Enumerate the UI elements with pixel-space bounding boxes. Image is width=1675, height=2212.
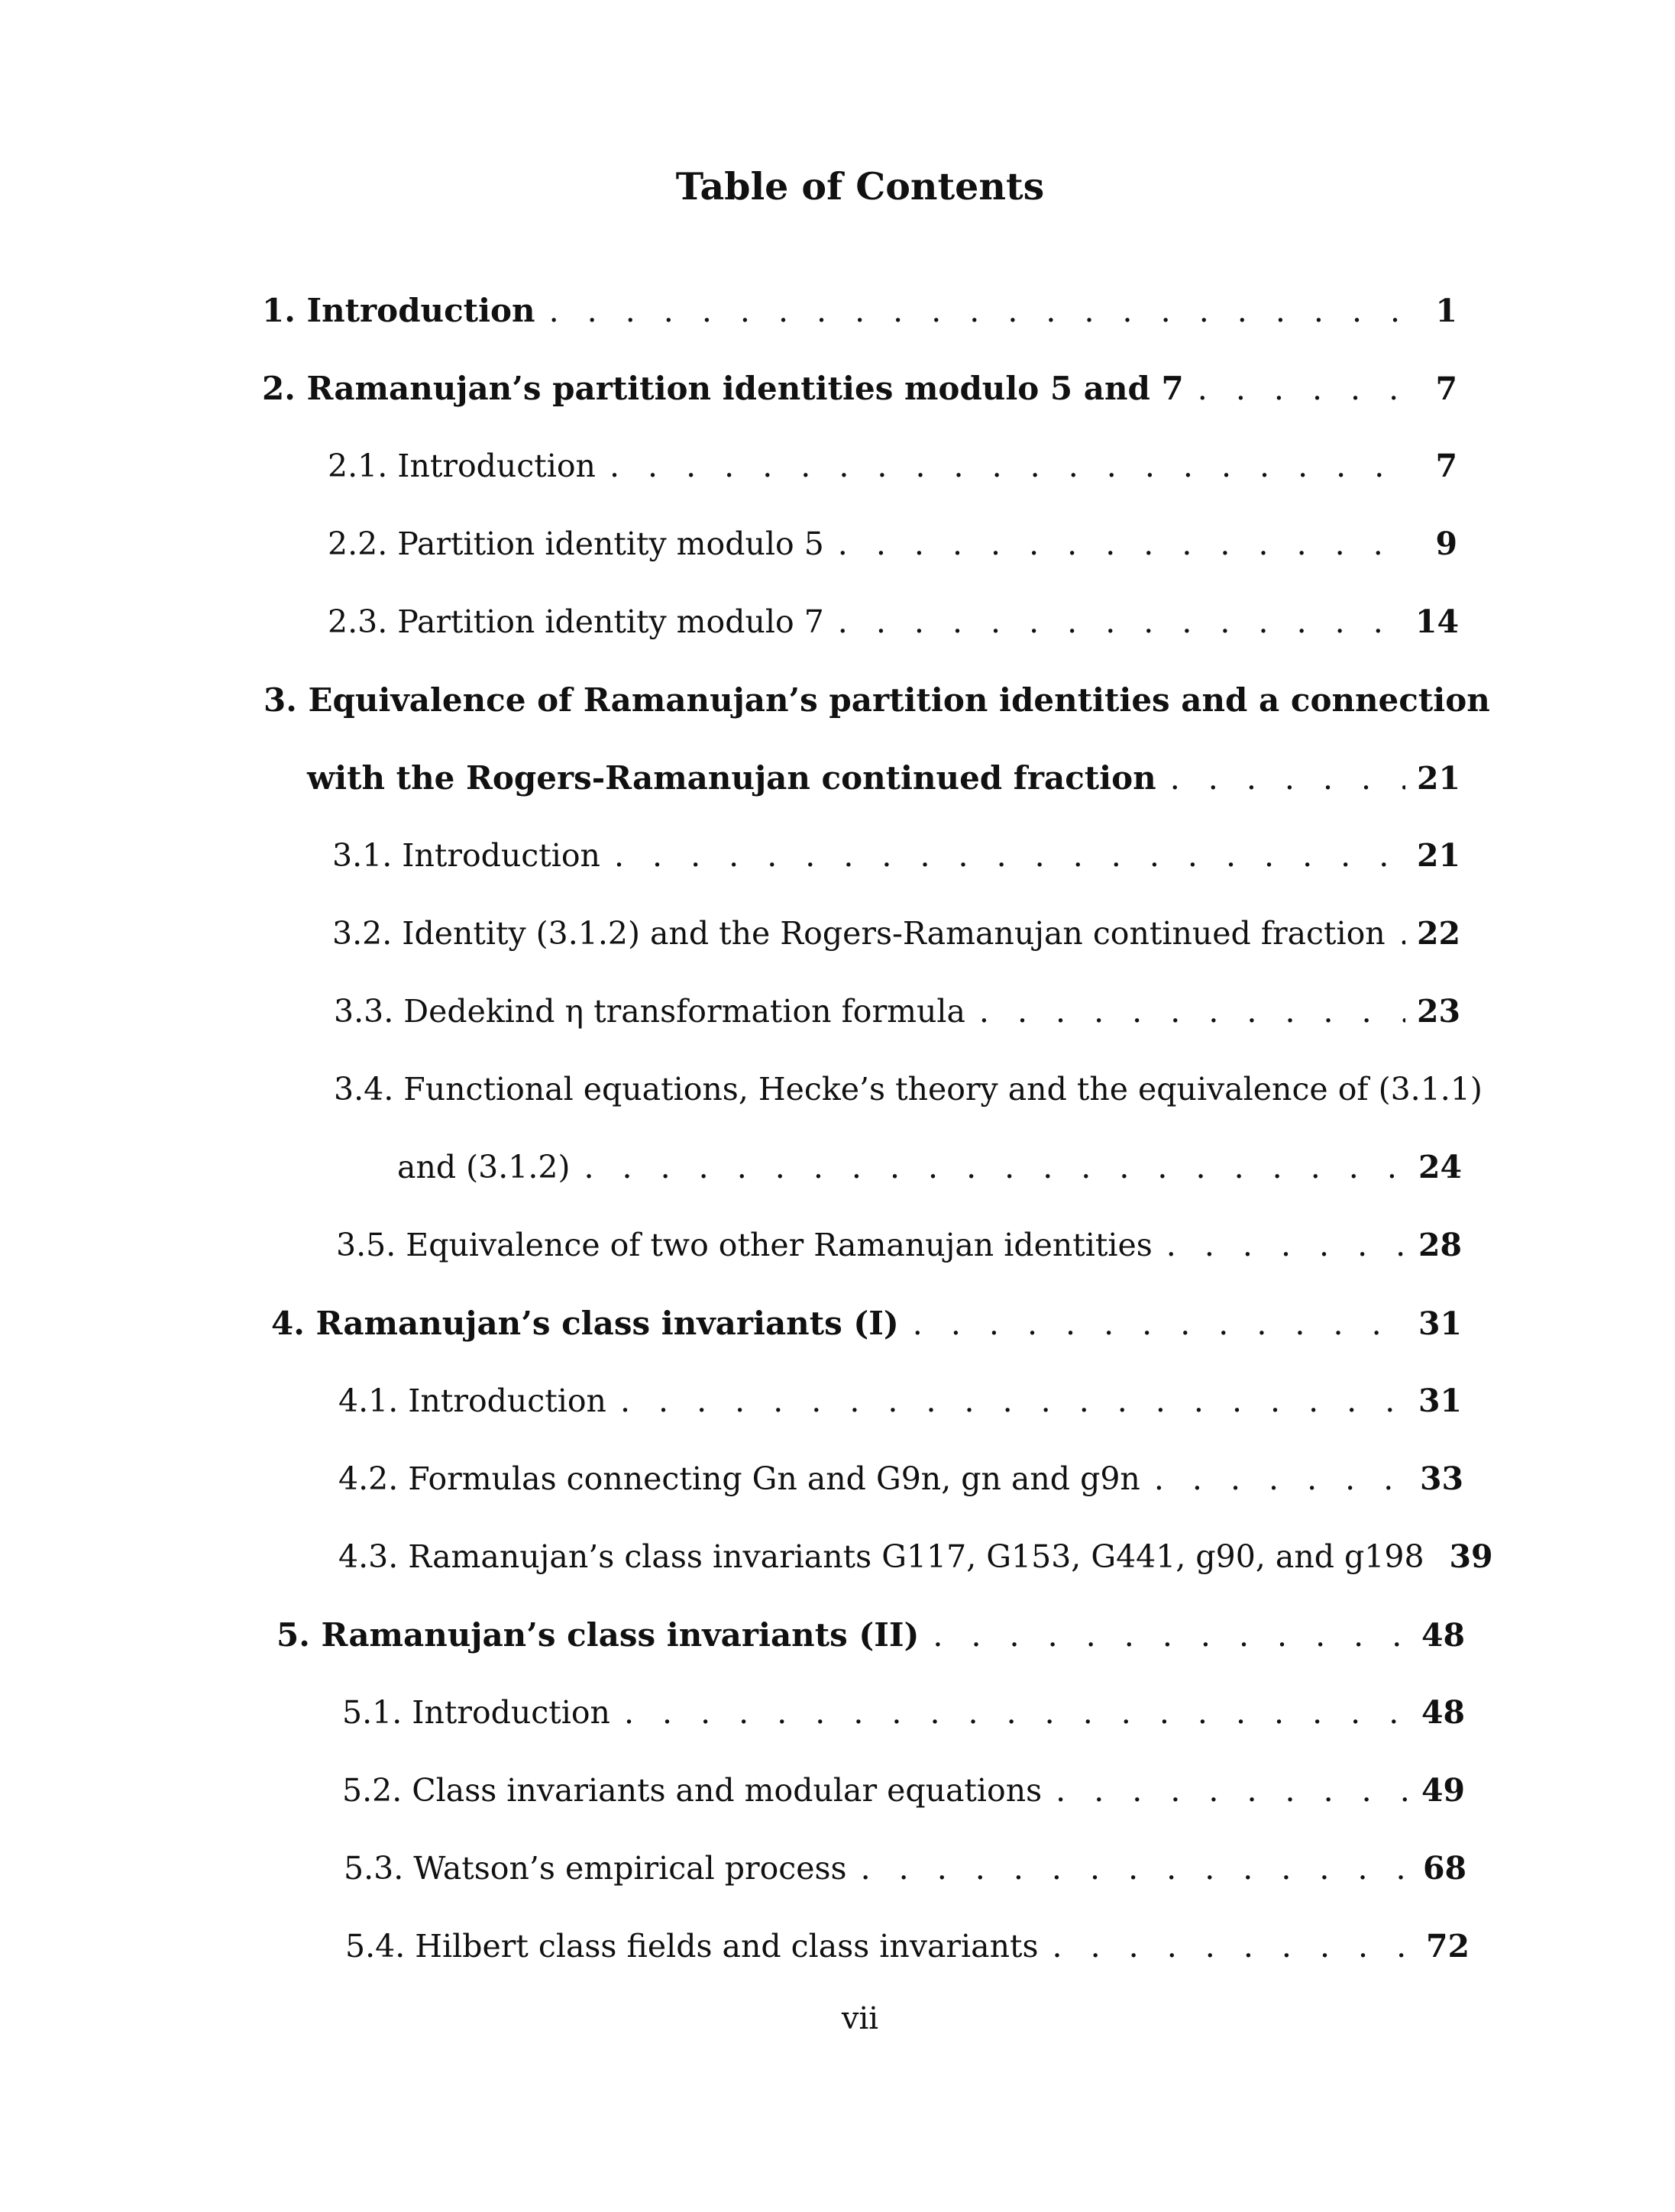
page-title: Table of Contents [675,164,1045,209]
toc-entry-ch3-line1: 3. Equivalence of Ramanujan’s partition identities and a connection [264,681,1490,719]
toc-entry-5-1[interactable] [342,1694,1465,1740]
toc-entry-3-3[interactable] [334,993,1460,1039]
toc-entry-2-3[interactable] [328,603,1459,649]
entry-page: 24 [1418,1149,1462,1185]
entry-label: 1. Introduction [262,292,535,329]
page-number: vii [841,2001,879,2036]
entry-label: 3.1. Introduction [332,837,600,874]
entry-label: and (3.1.2) [397,1149,571,1185]
dot-leader [1399,915,1405,952]
entry-page: 31 [1418,1305,1462,1342]
entry-page: 28 [1418,1227,1462,1263]
toc-entry-3-4-line1: 3.4. Functional equations, Hecke’s theory and the equivalence of (3.1.1) [334,1071,1483,1108]
entry-label: 5. Ramanujan’s class invariants (II) [276,1616,920,1654]
entry-page: 49 [1421,1772,1465,1809]
dot-leader [1154,1460,1408,1497]
dot-leader [838,526,1402,562]
dot-leader [549,293,1402,329]
toc-entry-2-2[interactable] [328,526,1457,571]
entry-label: 5.1. Introduction [342,1694,610,1731]
entry-label: 4.3. Ramanujan’s class invariants G117, G153, G441, g90, and g198 [338,1538,1424,1575]
entry-label: 2.2. Partition identity modulo 5 [328,526,824,562]
entry-page: 33 [1419,1460,1463,1497]
entry-label: 2. Ramanujan’s partition identities modulo 5 and 7 [262,370,1184,407]
dot-leader [1198,370,1402,407]
entry-page: 14 [1415,603,1459,640]
dot-leader [913,1305,1407,1342]
toc-entry-ch1[interactable] [262,292,1457,338]
dot-leader [933,1617,1410,1654]
entry-label: 5.4. Hilbert class fields and class invariants [345,1928,1039,1965]
entry-page: 72 [1425,1928,1470,1965]
entry-page: 22 [1416,915,1460,952]
entry-label: 3.2. Identity (3.1.2) and the Rogers-Ramanujan continued fraction [332,915,1386,952]
toc-entry-5-3[interactable] [344,1850,1466,1896]
toc-entry-3-1[interactable] [332,837,1460,883]
toc-entry-ch3[interactable] [307,759,1460,805]
entry-label: 2.1. Introduction [328,448,596,484]
toc-entry-3-5[interactable] [336,1227,1462,1273]
dot-leader [1166,1227,1407,1263]
dot-leader [861,1850,1411,1887]
dot-leader [838,603,1404,640]
dot-leader [620,1382,1407,1419]
dot-leader [1170,760,1405,797]
entry-page: 48 [1421,1617,1465,1654]
entry-label: with the Rogers-Ramanujan continued fraction [307,759,1156,797]
toc-entry-3-4[interactable] [397,1149,1462,1195]
entry-label: 4.2. Formulas connecting Gn and G9n, gn and g9n [338,1460,1140,1497]
entry-page: 21 [1416,837,1460,874]
entry-page: 1 [1435,293,1457,329]
toc-entry-5-4[interactable] [345,1928,1470,1974]
entry-page: 7 [1435,448,1457,484]
entry-page: 21 [1416,760,1460,797]
entry-label: 5.3. Watson’s empirical process [344,1850,847,1887]
dot-leader [1056,1772,1410,1809]
entry-page: 48 [1421,1694,1465,1731]
entry-page: 7 [1435,370,1457,407]
entry-page: 39 [1449,1538,1493,1575]
entry-label: 3.3. Dedekind η transformation formula [334,993,965,1030]
toc-entry-ch5[interactable] [276,1616,1465,1662]
dot-leader [979,993,1405,1030]
entry-page: 31 [1418,1382,1462,1419]
dot-leader [610,448,1402,484]
entry-label: 3.5. Equivalence of two other Ramanujan identities [336,1227,1153,1263]
dot-leader [584,1149,1407,1185]
dot-leader [1053,1928,1415,1965]
entry-page: 23 [1416,993,1460,1030]
toc-entry-ch2[interactable] [262,370,1457,416]
toc-entry-3-2[interactable] [332,915,1460,961]
entry-page: 68 [1422,1850,1466,1887]
entry-page: 9 [1435,526,1457,562]
toc-entry-ch4[interactable] [271,1305,1462,1350]
toc-entry-4-1[interactable] [338,1382,1462,1428]
toc-entry-5-2[interactable] [342,1772,1465,1818]
toc-entry-4-3[interactable] [338,1538,1493,1584]
toc-entry-4-2[interactable] [338,1460,1463,1506]
toc-entry-2-1[interactable] [328,448,1457,493]
entry-label: 5.2. Class invariants and modular equations [342,1772,1043,1809]
entry-label: 4.1. Introduction [338,1382,606,1419]
dot-leader [624,1694,1410,1731]
dot-leader [614,837,1405,874]
entry-label: 4. Ramanujan’s class invariants (I) [271,1305,899,1342]
entry-label: 2.3. Partition identity modulo 7 [328,603,824,640]
